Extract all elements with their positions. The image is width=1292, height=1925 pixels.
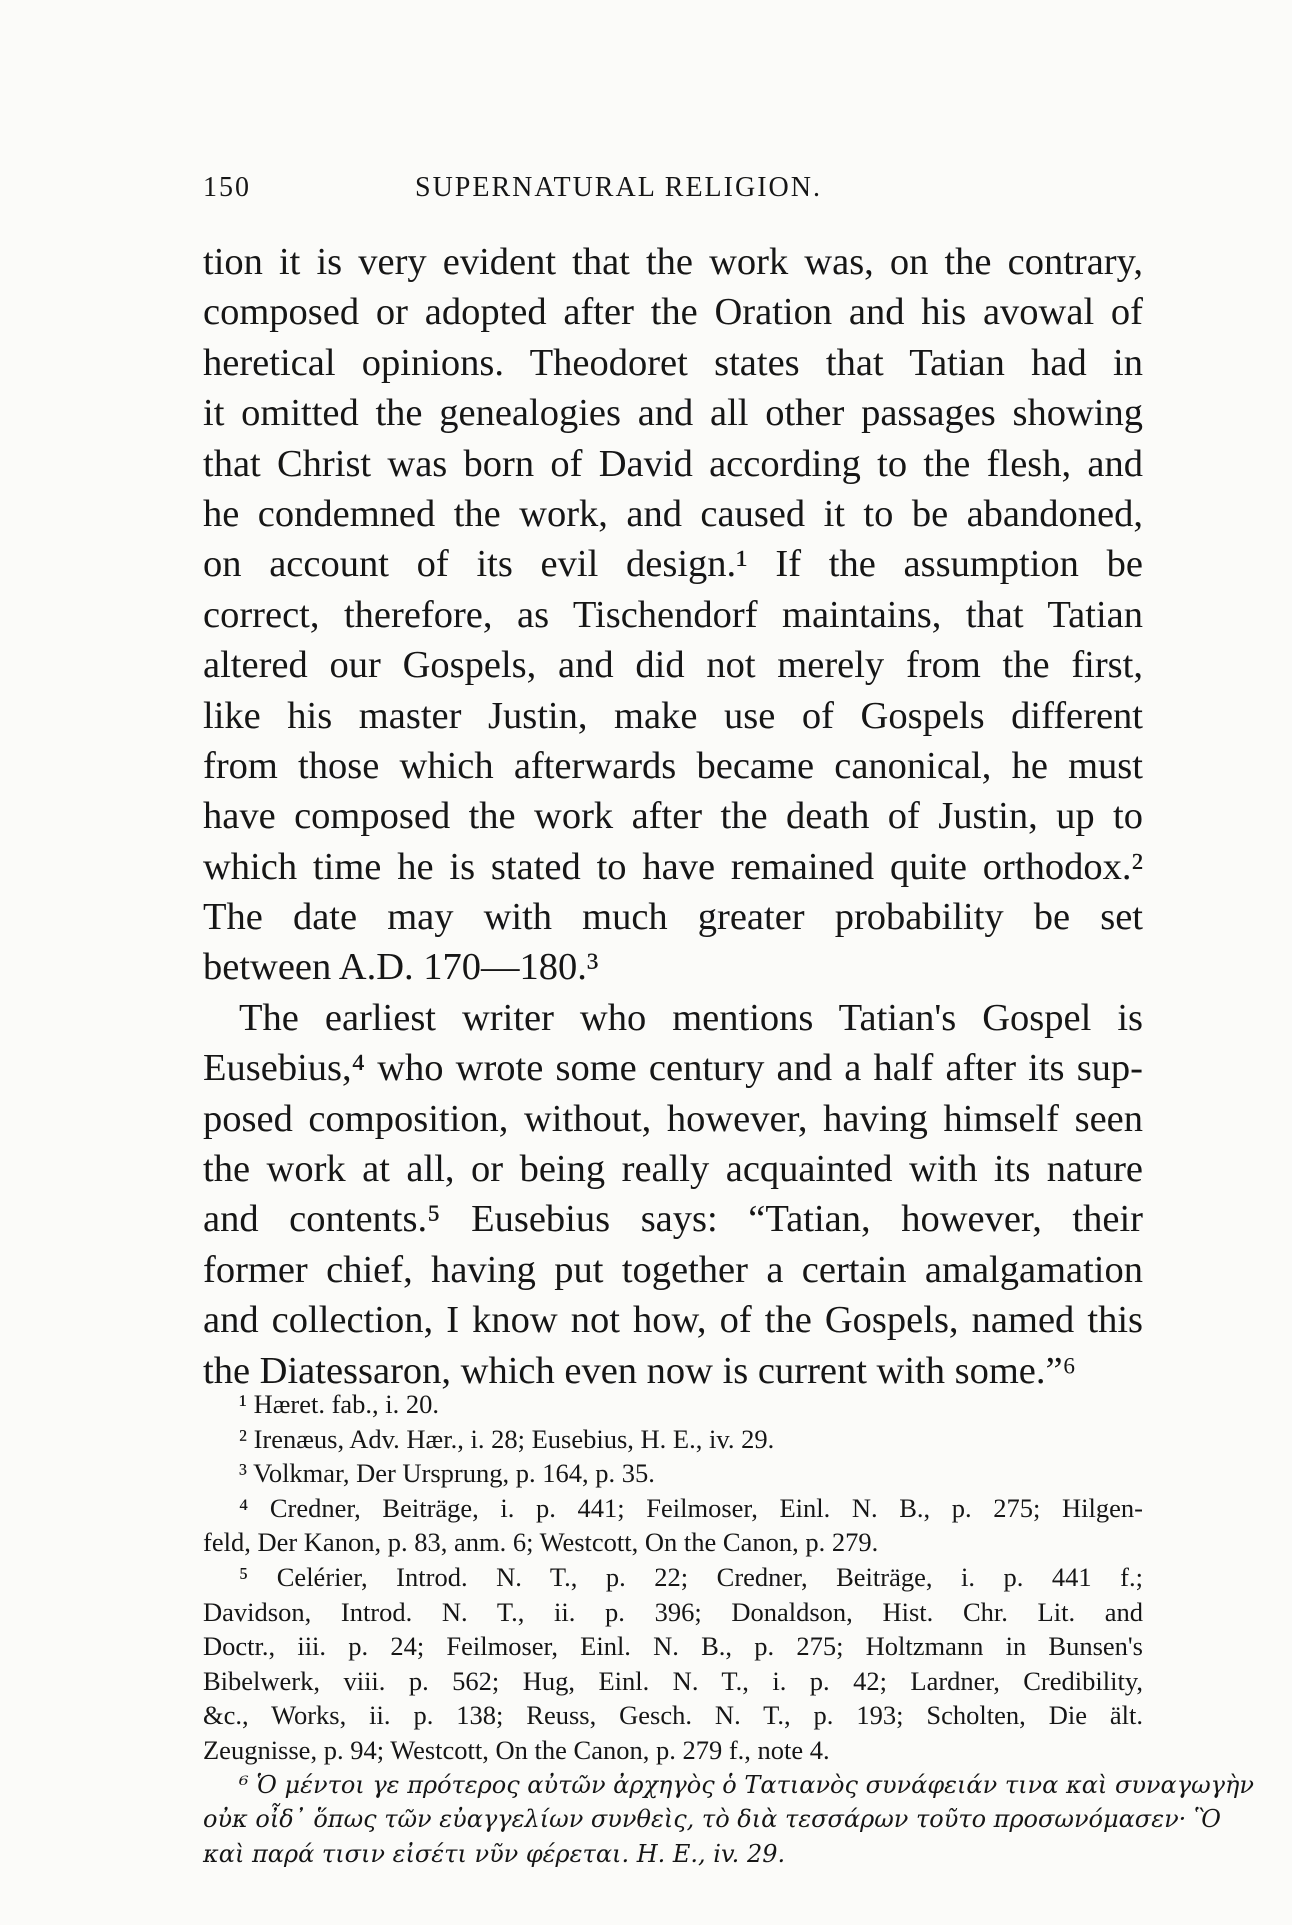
body-line: from those which afterwards became canonical, he must	[203, 744, 1143, 787]
footnote-line: ² Irenæus, Adv. Hær., i. 28; Eusebius, H. E., iv. 29.	[239, 1423, 775, 1454]
body-line: the Diatessaron, which even now is current with some.”⁶	[203, 1349, 1077, 1392]
footnote-line: ¹ Hæret. fab., i. 20.	[239, 1389, 440, 1419]
footnote-line: Davidson, Introd. N. T., ii. p. 396; Donaldson, Hist. Chr. Lit. and	[203, 1596, 1143, 1627]
body-line: and contents.⁵ Eusebius says: “Tatian, however, their	[203, 1198, 1143, 1241]
footnote-greek-line: καὶ παρά τισιν εἰσέτι νῦν φέρεται. H. E., iv. 29.	[203, 1839, 786, 1868]
running-title: SUPERNATURAL RELIGION.	[415, 172, 822, 203]
body-line: posed composition, without, however, having himself seen	[203, 1097, 1143, 1140]
footnote-line: ³ Volkmar, Der Ursprung, p. 164, p. 35.	[239, 1458, 655, 1489]
body-line: which time he is stated to have remained quite orthodox.²	[203, 845, 1143, 888]
running-header	[0, 172, 1292, 212]
footnote-line: &c., Works, ii. p. 138; Reuss, Gesch. N. T., p. 193; Scholten, Die ält.	[203, 1700, 1143, 1731]
footnote-line: Doctr., iii. p. 24; Feilmoser, Einl. N. B., p. 275; Holtzmann in Bunsen's	[203, 1631, 1143, 1662]
body-line: the work at all, or being really acquainted with its nature	[203, 1148, 1143, 1191]
body-line: former chief, having put together a certain amalgamation	[203, 1248, 1143, 1291]
body-line: The earliest writer who mentions Tatian's Gospel is	[239, 996, 1143, 1039]
body-line: have composed the work after the death of Justin, up to	[203, 795, 1143, 838]
footnote-line: Bibelwerk, viii. p. 562; Hug, Einl. N. T., i. p. 42; Lardner, Credibility,	[203, 1665, 1143, 1696]
body-line: heretical opinions. Theodoret states that Tatian had in	[203, 341, 1143, 384]
body-line: composed or adopted after the Oration and his avowal of	[203, 291, 1143, 334]
footnote-line: Zeugnisse, p. 94; Westcott, On the Canon, p. 279 f., note 4.	[203, 1734, 830, 1765]
body-line: altered our Gospels, and did not merely from the first,	[203, 644, 1143, 687]
body-line: between A.D. 170—180.³	[203, 946, 599, 989]
body-line: tion it is very evident that the work was, on the contrary,	[203, 241, 1143, 283]
body-line: correct, therefore, as Tischendorf maintains, that Tatian	[203, 593, 1143, 636]
body-line: and collection, I know not how, of the Gospels, named this	[203, 1299, 1143, 1342]
body-text	[203, 237, 1143, 1396]
body-line: like his master Justin, make use of Gospels different	[203, 694, 1143, 737]
footnote-line: feld, Der Kanon, p. 83, anm. 6; Westcott, On the Canon, p. 279.	[203, 1527, 879, 1558]
body-line: that Christ was born of David according to the flesh, and	[203, 442, 1143, 485]
footnote-line: ⁵ Celérier, Introd. N. T., p. 22; Credner, Beiträge, i. p. 441 f.;	[239, 1561, 1143, 1592]
body-line: it omitted the genealogies and all other passages showing	[203, 392, 1143, 435]
body-line: he condemned the work, and caused it to be abandoned,	[203, 492, 1143, 535]
footnote-greek-line: οὐκ οἶδ᾽ ὅπως τῶν εὐαγγελίων συνθεὶς, τὸ διὰ τεσσάρων τοῦτο προσωνόμασεν· Ὃ	[203, 1805, 1221, 1834]
footnote-line: ⁴ Credner, Beiträge, i. p. 441; Feilmoser, Einl. N. B., p. 275; Hilgen-	[239, 1492, 1143, 1523]
body-line: Eusebius,⁴ who wrote some century and a half after its sup-	[203, 1047, 1143, 1090]
footnote-greek-line: ⁶ Ὁ μέντοι γε πρότερος αὐτῶν ἀρχηγὸς ὁ Τατιανὸς συνάφειάν τινα καὶ συναγωγὴν	[239, 1770, 1254, 1799]
body-line: The date may with much greater probability be set	[203, 896, 1143, 939]
page-number: 150	[203, 172, 251, 203]
body-line: on account of its evil design.¹ If the assumption be	[203, 543, 1143, 586]
footnotes	[203, 1387, 1254, 1871]
